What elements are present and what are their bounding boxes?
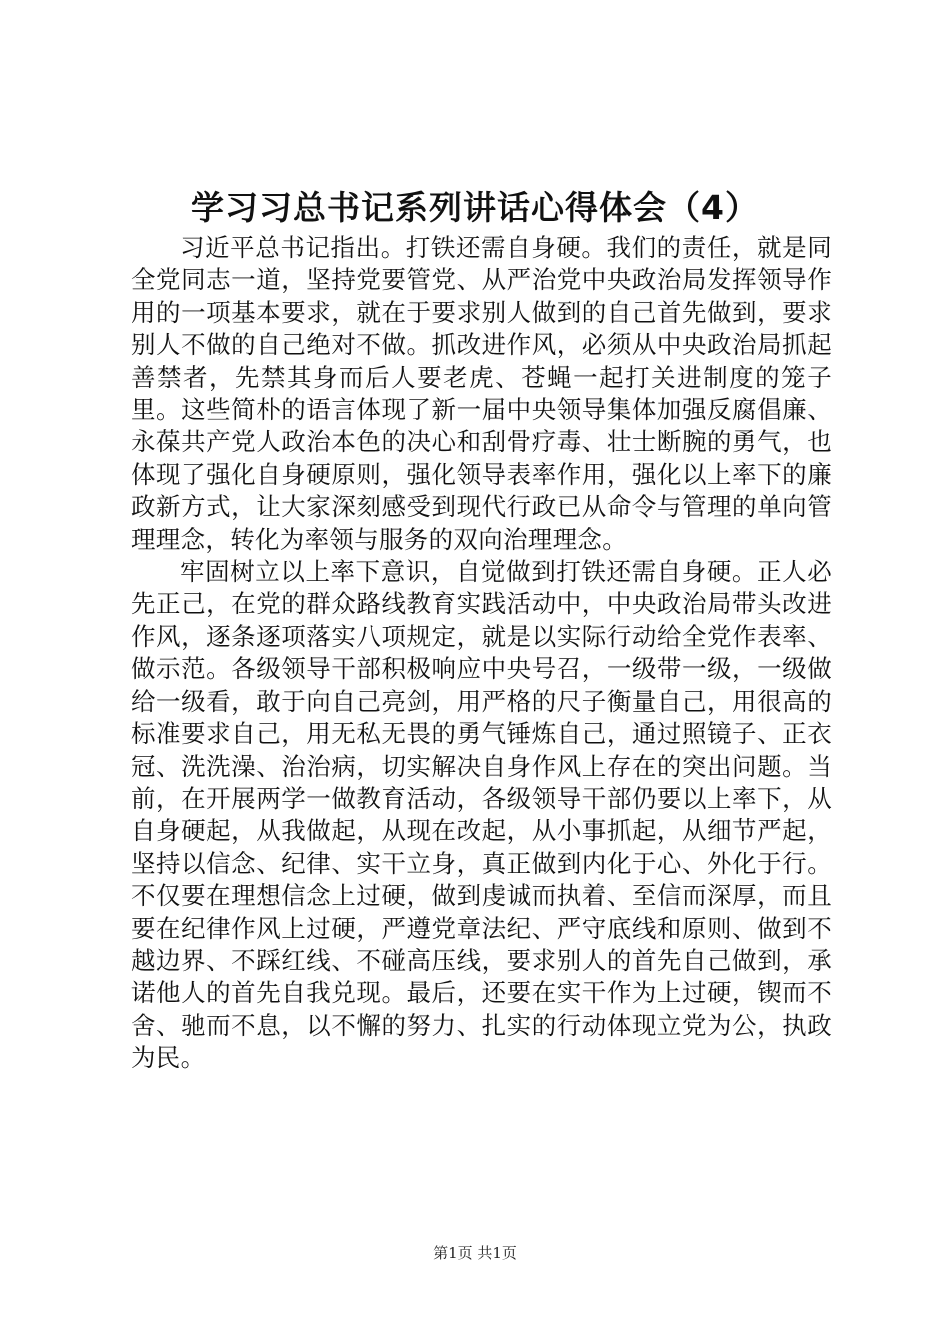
page-footer: 第1页 共1页 bbox=[433, 1244, 517, 1262]
paragraph-2: 牢固树立以上率下意识，自觉做到打铁还需自身硬。正人必先正己，在党的群众路线教育实践活动中，中央政治局带头改进作风，逐条逐项落实八项规定，就是以实际行动给全党作表率、做示范。各级领导干部积极响应中央号召，一级带一级，一级做给一级看，敢于向自己亮剑，用严格的尺子衡量自己，用很高的标准要求自己，用无私无畏的勇气锤炼自己，通过照镜子、正衣冠、洗洗澡、治治病，切实解决自身作风上存在的突出问题。当前，在开展两学一做教育活动，各级领导干部仍要以上率下，从自身硬起，从我做起，从现在改起，从小事抓起，从细节严起，坚持以信念、纪律、实干立身，真正做到内化于心、外化于行。不仅要在理想信念上过硬，做到虔诚而执着、至信而深厚，而且要在纪律作风上过硬，严遵党章法纪、严守底线和原则、做到不越边界、不踩红线、不碰高压线，要求别人的首先自己做到，承诺他人的首先自我兑现。最后，还要在实干作为上过硬，锲而不舍、驰而不息，以不懈的努力、扎实的行动体现立党为公，执政为民。 bbox=[131, 557, 832, 1073]
paragraph-1: 习近平总书记指出。打铁还需自身硬。我们的责任，就是同全党同志一道，坚持党要管党、从严治党中央政治局发挥领导作用的一项基本要求，就在于要求别人做到的自己首先做到，要求别人不做的自己绝对不做。抓改进作风，必须从中央政治局抓起善禁者，先禁其身而后人要老虎、苍蝇一起打关进制度的笼子里。这些简朴的语言体现了新一届中央领导集体加强反腐倡廉、永葆共产党人政治本色的决心和刮骨疗毒、壮士断腕的勇气，也体现了强化自身硬原则，强化领导表率作用，强化以上率下的廉政新方式，让大家深刻感受到现代行政已从命令与管理的单向管理理念，转化为率领与服务的双向治理理念。 bbox=[131, 233, 832, 554]
document-title: 学习习总书记系列讲话心得体会（4） bbox=[191, 188, 759, 227]
document-body bbox=[131, 232, 832, 1075]
